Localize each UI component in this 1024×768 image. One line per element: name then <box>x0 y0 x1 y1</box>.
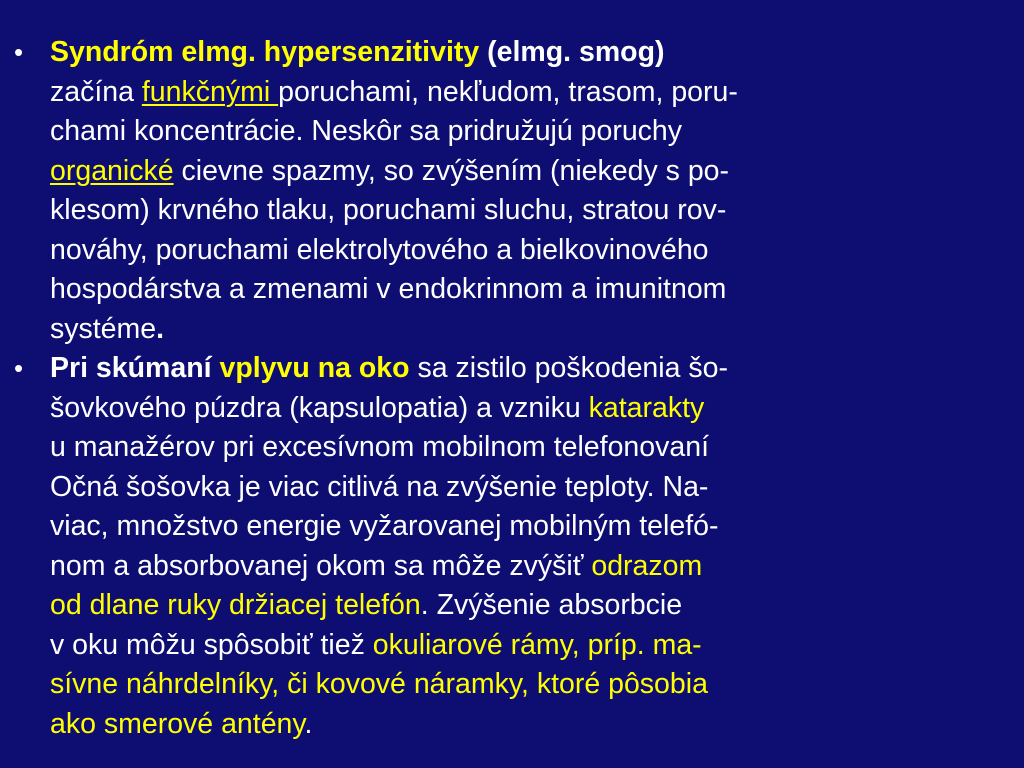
text-line <box>50 390 704 426</box>
text-line <box>50 350 728 386</box>
text-run: od dlane ruky držiacej telefón <box>50 589 421 621</box>
text-run: . Zvýšenie absorbcie <box>420 589 683 621</box>
bullet-icon: • <box>14 353 24 383</box>
text-run: začína <box>50 75 142 108</box>
text-line <box>50 706 312 742</box>
text-line <box>50 34 664 70</box>
text-run: u manažérov pri excesívnom mobilnom telefonovaní <box>50 431 709 463</box>
text-run: hospodárstva a zmenami v endokrinnom a imunitnom <box>50 273 727 305</box>
bullet-icon: • <box>14 37 24 67</box>
text-run: Očná šošovka je viac citlivá na zvýšenie teploty. Na- <box>50 470 709 503</box>
text-line <box>50 311 164 347</box>
text-line <box>50 666 708 702</box>
text-run: klesom) krvného tlaku, poruchami sluchu, stratou rov- <box>50 194 727 226</box>
text-run: poruchami, nekľudom, trasom, poru- <box>278 75 738 108</box>
text-line <box>50 74 738 110</box>
text-run <box>212 352 220 384</box>
text-run: okuliarové rámy, príp. ma- <box>372 628 702 661</box>
text-run: katarakty <box>588 391 705 424</box>
text-line <box>50 232 709 268</box>
text-line <box>50 192 726 228</box>
text-run: (elmg. smog) <box>479 36 665 68</box>
text-line <box>50 271 726 307</box>
text-run: systéme <box>50 312 157 345</box>
text-line <box>50 548 702 584</box>
text-run: chami koncentrácie. Neskôr sa pridružujú poruchy <box>50 115 683 147</box>
text-line <box>50 627 702 663</box>
text-run: Pri skúmaní <box>50 352 212 384</box>
text-run: Syndróm elmg. hypersenzitivity <box>50 36 480 68</box>
text-run: viac, množstvo energie vyžarovanej mobilným telefó- <box>50 510 719 542</box>
text-run: v oku môžu spôsobiť tiež <box>50 628 373 661</box>
text-run: cievne spazmy, so zvýšením (niekedy s po- <box>173 154 730 187</box>
text-run: nom a absorbovanej okom sa môže zvýšiť <box>50 549 592 582</box>
text-line <box>50 153 729 189</box>
text-run: odrazom <box>591 549 703 582</box>
text-run: ako smerové antény <box>50 707 305 740</box>
text-run: vplyvu na oko <box>219 352 410 384</box>
text-line <box>50 113 682 149</box>
text-line <box>50 587 682 623</box>
text-run: funkčnými <box>141 75 279 108</box>
text-run: sa zistilo poškodenia šo- <box>409 352 728 384</box>
text-run: . <box>156 312 165 345</box>
text-run: organické <box>50 154 174 187</box>
text-run: . <box>304 707 313 740</box>
text-line <box>50 429 709 465</box>
text-run: sívne náhrdelníky, či kovové náramky, ktoré pôsobia <box>50 668 708 700</box>
text-run: šovkového púzdra (kapsulopatia) a vzniku <box>50 391 589 424</box>
text-line <box>50 508 718 544</box>
text-line <box>50 469 708 505</box>
text-run: nováhy, poruchami elektrolytového a bielkovinového <box>50 233 709 266</box>
